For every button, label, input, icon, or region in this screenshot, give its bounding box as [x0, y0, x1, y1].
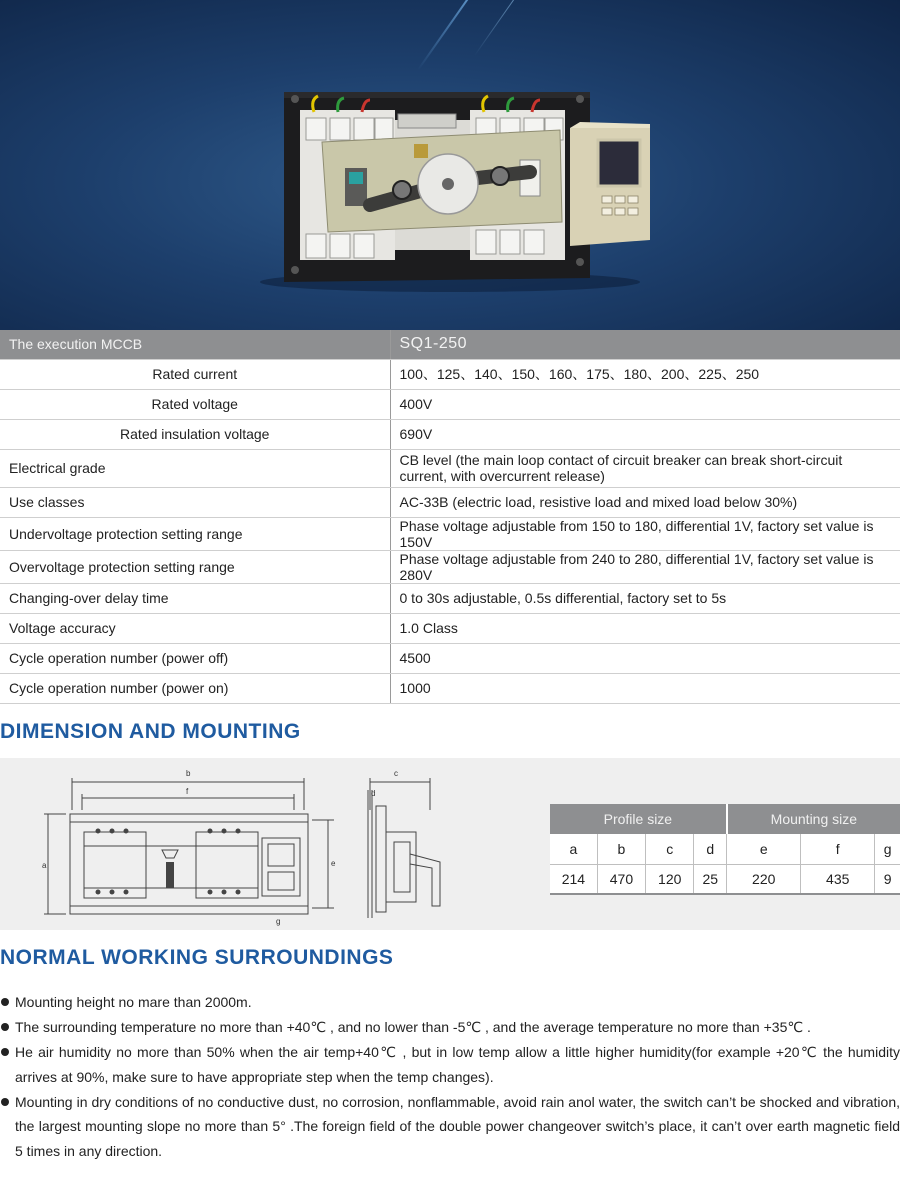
size-keys-row	[550, 834, 900, 864]
size-key: b	[597, 834, 645, 864]
table-row	[0, 613, 900, 643]
list-item: The surrounding temperature no more than +40℃ , and no lower than -5℃ , and the average temperature no more than +35℃ .	[0, 1015, 900, 1040]
size-value: 220	[727, 864, 801, 894]
dimension-panel	[0, 758, 900, 930]
spec-value: CB level (the main loop contact of circuit breaker can break short-circuit current, with overcurrent release)	[390, 449, 900, 487]
size-key: f	[801, 834, 875, 864]
surroundings-list	[0, 990, 900, 1164]
size-key: c	[646, 834, 694, 864]
dim-label-b: b	[186, 769, 191, 778]
spec-label: Rated voltage	[0, 389, 390, 419]
list-item: Mounting height no mare than 2000m.	[0, 990, 900, 1015]
size-value: 120	[646, 864, 694, 894]
transfer-switch-product-image	[0, 0, 900, 330]
dim-label-g: g	[276, 917, 281, 926]
size-key: a	[550, 834, 597, 864]
surroundings-section-title: NORMAL WORKING SURROUNDINGS	[0, 946, 394, 969]
list-item: He air humidity no more than 50% when the air temp+40℃ , but in low temp allow a little higher humidity(for example +20℃ the humidity arrives at 90%, make sure to have appropriate step when the temp changes).	[0, 1040, 900, 1089]
size-key: e	[727, 834, 801, 864]
dim-label-d: d	[371, 789, 376, 798]
table-row	[0, 583, 900, 613]
size-key: d	[694, 834, 727, 864]
dim-label-e: e	[331, 859, 336, 868]
profile-size-header: Profile size	[550, 804, 727, 834]
spec-value: 1.0 Class	[390, 613, 900, 643]
spec-label: Cycle operation number (power off)	[0, 643, 390, 673]
list-item: Mounting in dry conditions of no conductive dust, no corrosion, nonflammable, avoid rain anol water, the switch can’t be shocked and vibration, the largest mounting slope no more than 5° .The foreign field of the double power changeover switch’s place, it can’t over earth magnetic field 5 times in any direction.	[0, 1090, 900, 1164]
mounting-size-header: Mounting size	[727, 804, 900, 834]
table-row	[0, 517, 900, 550]
spec-value: 4500	[390, 643, 900, 673]
size-values-row	[550, 864, 900, 894]
table-row	[0, 449, 900, 487]
size-table-header	[550, 804, 900, 834]
size-key: g	[875, 834, 900, 864]
spec-label: Voltage accuracy	[0, 613, 390, 643]
spec-label: Electrical grade	[0, 449, 390, 487]
size-value: 9	[875, 864, 900, 894]
table-row	[0, 487, 900, 517]
spec-header-model: SQ1-250	[390, 330, 900, 359]
spec-label: Undervoltage protection setting range	[0, 517, 390, 550]
spec-value: AC-33B (electric load, resistive load and mixed load below 30%)	[390, 487, 900, 517]
spec-label: Use classes	[0, 487, 390, 517]
table-row	[0, 550, 900, 583]
spec-label: Rated insulation voltage	[0, 419, 390, 449]
spec-value: 690V	[390, 419, 900, 449]
spec-value: 400V	[390, 389, 900, 419]
spec-label: Rated current	[0, 359, 390, 389]
dim-label-f: f	[186, 787, 189, 796]
table-row	[0, 643, 900, 673]
spec-label: Overvoltage protection setting range	[0, 550, 390, 583]
spec-value: Phase voltage adjustable from 240 to 280, differential 1V, factory set value is 280V	[390, 550, 900, 583]
size-value: 25	[694, 864, 727, 894]
dimension-drawing	[0, 758, 550, 930]
spec-value: 100、125、140、150、160、175、180、200、225、250	[390, 359, 900, 389]
spec-header-label: The execution MCCB	[0, 330, 390, 359]
dim-label-c: c	[394, 769, 398, 778]
table-row	[0, 389, 900, 419]
size-value: 435	[801, 864, 875, 894]
size-value: 470	[597, 864, 645, 894]
table-row	[0, 419, 900, 449]
dim-label-a: a	[42, 861, 47, 870]
spec-label: Cycle operation number (power on)	[0, 673, 390, 703]
size-table	[550, 804, 900, 895]
spec-label: Changing-over delay time	[0, 583, 390, 613]
spec-table	[0, 330, 900, 704]
table-row	[0, 359, 900, 389]
size-value: 214	[550, 864, 597, 894]
spec-table-header	[0, 330, 900, 359]
surroundings-panel	[0, 976, 900, 1184]
table-row	[0, 673, 900, 703]
spec-value: 1000	[390, 673, 900, 703]
spec-value: Phase voltage adjustable from 150 to 180, differential 1V, factory set value is 150V	[390, 517, 900, 550]
hero-banner	[0, 0, 900, 330]
dimension-section-title: DIMENSION AND MOUNTING	[0, 720, 301, 743]
spec-value: 0 to 30s adjustable, 0.5s differential, factory set to 5s	[390, 583, 900, 613]
